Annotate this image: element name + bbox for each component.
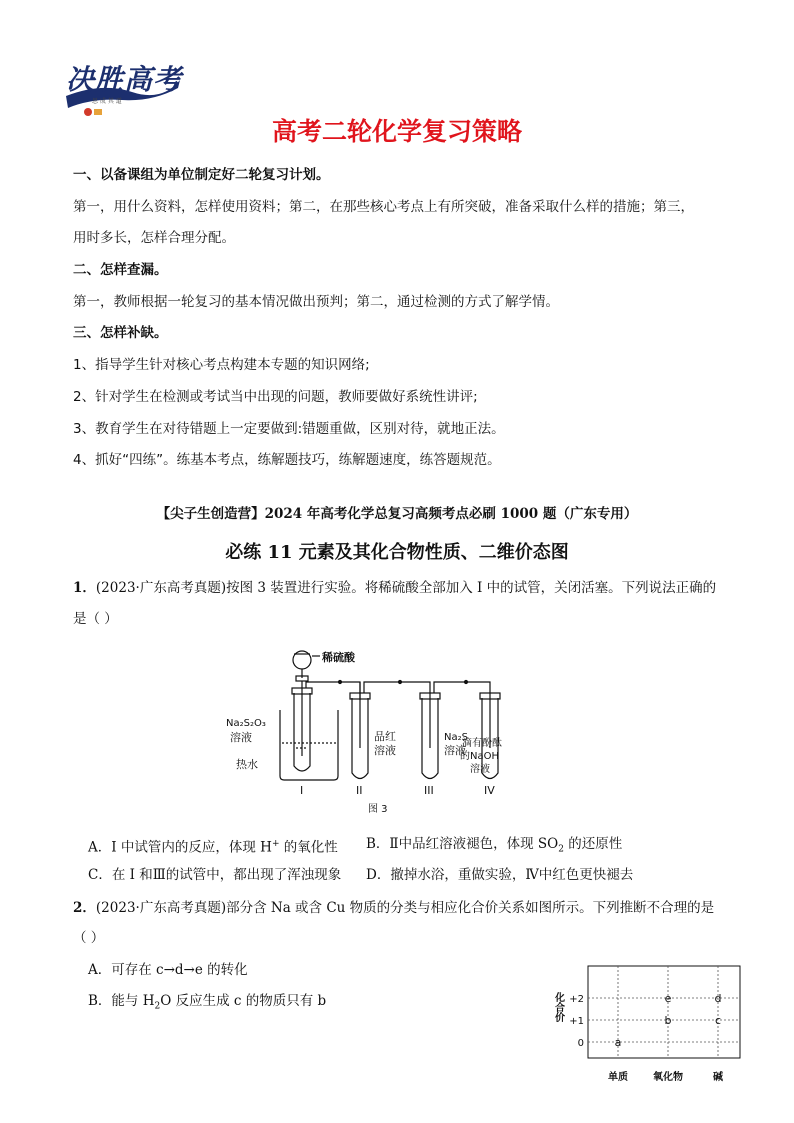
label-reagent3b: 溶液 bbox=[444, 744, 466, 757]
banner: 【尖子生创造营】2024 年高考化学总复习高频考点必刷 1000 题（广东专用） bbox=[156, 506, 638, 522]
q2-stem: (2023·广东高考真题)部分含 Na 或含 Cu 物质的分类与相应化合价关系如图所示。下列推断不合理的是 bbox=[95, 900, 715, 916]
section1-line2: 用时多长，怎样合理分配。 bbox=[73, 230, 235, 246]
label-water: 热水 bbox=[236, 758, 258, 771]
q2-line1 bbox=[73, 898, 714, 918]
logo-text: 决胜高考 bbox=[66, 63, 183, 96]
y-tick-label: 0 bbox=[577, 1038, 584, 1049]
dropping-funnel bbox=[293, 651, 311, 756]
q1-option-a: A．I 中试管内的反应，体现 H+ 的氧化性 bbox=[88, 839, 338, 856]
x-tick-label: 碱 bbox=[713, 1072, 723, 1083]
logo-small: 思 成 其 道 bbox=[92, 98, 122, 105]
label-reagent2a: 品红 bbox=[374, 730, 396, 743]
label-tube-3: III bbox=[424, 784, 434, 797]
section2-heading: 二、怎样查漏。 bbox=[73, 262, 168, 278]
x-tick-label: 单质 bbox=[608, 1072, 628, 1083]
q1-option-d: D．撤掉水浴，重做实验，Ⅳ中红色更快褪去 bbox=[366, 867, 634, 883]
q1-line1 bbox=[73, 578, 716, 598]
apparatus-figure bbox=[222, 648, 522, 816]
x-tick-label: 氧化物 bbox=[653, 1072, 683, 1083]
q2-line2: （ ） bbox=[73, 930, 105, 946]
chapter-title: 必练 11 元素及其化合物性质、二维价态图 bbox=[225, 542, 569, 563]
point-e: e bbox=[664, 992, 672, 1005]
point-d: d bbox=[714, 992, 722, 1005]
q2-option-b: B．能与 $H_2O$ 反应生成 c 的物质只有 b bbox=[88, 993, 327, 1012]
label-tube-4: IV bbox=[484, 784, 495, 797]
label-acid: 稀硫酸 bbox=[322, 651, 355, 664]
page-title: 高考二轮化学复习策略 bbox=[271, 117, 522, 146]
y-axis-label: 化合价 bbox=[552, 992, 564, 1022]
q1-option-c: C．在 I 和Ⅲ的试管中，都出现了浑浊现象 bbox=[88, 867, 342, 883]
section3-heading: 三、怎样补缺。 bbox=[73, 325, 168, 341]
label-reagent1a: Na₂S₂O₃ bbox=[226, 718, 266, 729]
label-reagent1b: 溶液 bbox=[230, 731, 252, 744]
label-reagent2b: 溶液 bbox=[374, 744, 396, 757]
valence-chart bbox=[544, 962, 744, 1090]
y-tick-label: +1 bbox=[569, 1016, 584, 1027]
figure-caption: 图 3 bbox=[368, 804, 388, 815]
label-reagent4c: 溶液 bbox=[470, 764, 490, 775]
y-tick-label: +2 bbox=[569, 994, 584, 1005]
section3-item-2: 2、针对学生在检测或考试当中出现的问题，教师要做好系统性讲评; bbox=[73, 389, 478, 405]
beaker bbox=[280, 710, 338, 780]
section2-line1: 第一，教师根据一轮复习的基本情况做出预判；第二，通过检测的方式了解学情。 bbox=[73, 294, 559, 310]
point-a: a bbox=[614, 1036, 622, 1049]
chart-frame bbox=[588, 966, 740, 1058]
section1-line1: 第一，用什么资料，怎样使用资料；第二，在那些核心考点上有所突破，准备采取什么样的措施；第三， bbox=[73, 199, 694, 215]
label-reagent3a: Na₂S bbox=[444, 732, 468, 743]
section3-item-1: 1、指导学生针对核心考点构建本专题的知识网络; bbox=[73, 357, 370, 373]
q1-line2: 是（ ） bbox=[73, 611, 118, 627]
section3-item-4: 4、抓好“四练”。练基本考点，练解题技巧，练解题速度，练答题规范。 bbox=[73, 452, 501, 468]
q2-number: 2． bbox=[73, 900, 96, 916]
label-tube-1: I bbox=[300, 784, 304, 797]
q1-stem: (2023·广东高考真题)按图 3 装置进行实验。将稀硫酸全部加入 I 中的试管，关闭活塞。下列说法正确的 bbox=[95, 580, 717, 596]
label-tube-2: II bbox=[356, 784, 363, 797]
section3-item-3: 3、教育学生在对待错题上一定要做到:错题重做，区别对待，就地正法。 bbox=[73, 421, 505, 437]
label-reagent4a: 滴有酚酞 bbox=[462, 738, 502, 749]
label-reagent4b: 的NaOH bbox=[460, 751, 499, 762]
q2-option-a: A．可存在 c→d→e 的转化 bbox=[88, 962, 248, 978]
point-b: b bbox=[664, 1014, 672, 1027]
connector-1-2 bbox=[306, 682, 360, 700]
section1-heading: 一、以备课组为单位制定好二轮复习计划。 bbox=[73, 167, 330, 183]
q1-option-b: B．Ⅱ中品红溶液褪色，体现 $SO_2$ 的还原性 bbox=[366, 836, 623, 855]
point-c: c bbox=[714, 1014, 722, 1027]
q1-number: 1． bbox=[73, 580, 96, 596]
